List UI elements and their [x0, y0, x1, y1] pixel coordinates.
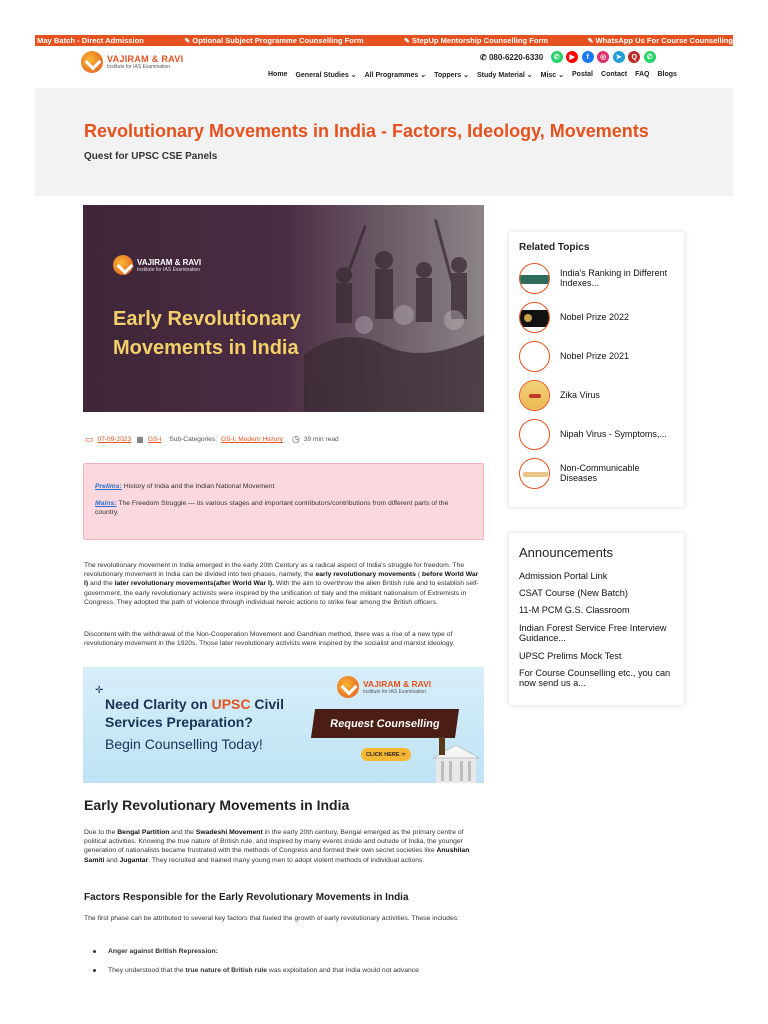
feature-title-line: Movements in India: [113, 337, 299, 359]
site-header: [35, 46, 733, 88]
ticker-item-stepup[interactable]: [404, 35, 588, 46]
topic-thumbnail: [519, 419, 550, 450]
calendar-icon: ▭: [85, 434, 94, 444]
logo-tagline: Institute for IAS Examination: [107, 64, 171, 70]
pencil-icon: ✎: [404, 38, 410, 45]
whatsapp-channel-icon[interactable]: ✆: [644, 51, 656, 63]
syllabus-box: [83, 463, 484, 540]
nav-misc[interactable]: Misc ⌄: [540, 72, 564, 79]
text-bold: Bengal Partition: [117, 829, 170, 836]
fourth-paragraph: The first phase can be attributed to several key factors that fueled the growth of early revolutionary activities. These includes:: [84, 915, 460, 922]
request-counselling-button[interactable]: Request Counselling: [311, 709, 459, 738]
topic-thumbnail: [519, 302, 550, 333]
banner-subline: Begin Counselling Today!: [105, 736, 263, 752]
banner-text: Services Preparation?: [105, 714, 253, 730]
page-subtitle: Quest for UPSC CSE Panels: [84, 151, 218, 162]
click-here-button[interactable]: CLICK HERE ☞: [361, 748, 411, 761]
page-hero: [35, 88, 733, 196]
ticker-item-admission[interactable]: May Batch - Direct Admission: [37, 36, 144, 45]
list-item: [93, 966, 483, 975]
subcategory-label: Sub-Categories:: [169, 436, 218, 443]
announcement-link[interactable]: CSAT Course (New Batch): [519, 588, 628, 598]
related-topic-item[interactable]: [519, 379, 679, 411]
related-topic-label: Nipah Virus - Symptoms,...: [560, 429, 667, 439]
sparkle-icon: ✛: [95, 685, 104, 696]
list-item: [93, 947, 483, 956]
factor-list: [93, 947, 483, 985]
site-logo[interactable]: [81, 51, 183, 73]
intro-paragraph: [84, 561, 484, 607]
main-nav: [268, 71, 685, 79]
quora-icon[interactable]: Q: [628, 51, 640, 63]
timer-icon: ◷: [291, 434, 300, 444]
feature-title: [113, 305, 301, 363]
logo-emblem-icon: [81, 51, 103, 73]
text-run: (: [415, 571, 423, 579]
related-topic-item[interactable]: [519, 340, 679, 372]
ticker-item-optional[interactable]: [184, 35, 404, 46]
related-topics-card: [509, 232, 684, 507]
related-topic-label: Non-Communicable Diseases: [560, 463, 640, 483]
whatsapp-icon[interactable]: ✆: [551, 51, 563, 63]
nav-study-material[interactable]: Study Material ⌄: [476, 72, 533, 79]
text-run: They understood that the: [108, 967, 186, 974]
announcement-ticker: [35, 35, 733, 46]
text-run: in the early 20th century, Bengal emerged as the primary centre of political activities. Knowing the true nature of British rule, and inspired by many events inside and outside of India, the younger generation of nationalists became frustrated with the methods of Congress and formed their own secret societies like: [84, 829, 464, 855]
prelims-text: History of India and the Indian National Movement: [121, 483, 275, 490]
category-link[interactable]: GS-I: [147, 436, 162, 443]
nav-blogs[interactable]: Blogs: [657, 71, 677, 78]
nav-toppers[interactable]: Toppers ⌄: [434, 72, 469, 79]
text-run: . They recruited and trained many young men to adopt violent methods of individual actions.: [148, 856, 425, 864]
ticker-item-label: WhatsApp Us For Course Counselling: [595, 36, 733, 45]
protest-crowd-illustration: [304, 205, 484, 412]
text-run: and the: [88, 580, 115, 588]
topic-thumbnail: [519, 263, 550, 294]
article-meta: [85, 434, 339, 445]
youtube-icon[interactable]: ▶: [566, 51, 578, 63]
text-run: and: [104, 856, 120, 864]
supreme-court-icon: [431, 733, 481, 783]
section-heading: Early Revolutionary Movements in India: [84, 797, 350, 813]
nav-faq[interactable]: FAQ: [635, 71, 650, 78]
feature-image: [83, 205, 484, 412]
facebook-icon[interactable]: f: [582, 51, 594, 63]
related-topic-label: Nobel Prize 2021: [560, 351, 630, 361]
ticker-item-label: Optional Subject Programme Counselling Form: [192, 36, 364, 45]
prelims-line: [95, 482, 472, 491]
mains-line: [95, 499, 472, 517]
related-topic-item[interactable]: [519, 457, 679, 489]
text-bold: before World War I): [84, 571, 479, 588]
instagram-icon[interactable]: ◎: [597, 51, 609, 63]
related-topic-item[interactable]: [519, 262, 679, 294]
text-run: was exploitation and that India would not advance: [267, 967, 419, 974]
topic-thumbnail: [519, 380, 550, 411]
text-bold: Anger against British Repression:: [108, 948, 218, 955]
related-topics-title: Related Topics: [519, 242, 590, 253]
text-bold: Anushilan Samiti: [84, 847, 470, 864]
mains-link[interactable]: Mains:: [95, 500, 117, 507]
category-grid-icon: ▦: [136, 435, 144, 444]
feature-logo-name: VAJIRAM & RAVI: [137, 257, 202, 267]
logo-name: VAJIRAM & RAVI: [107, 54, 184, 64]
text-run: Due to the: [84, 829, 118, 836]
announcement-link[interactable]: For Course Counselling etc., you can now send us a...: [519, 668, 671, 688]
subcategory-link[interactable]: GS-I: Modern History: [221, 436, 283, 443]
nav-postal[interactable]: Postal: [572, 71, 594, 78]
page-title: Revolutionary Movements in India - Factors, Ideology, Movements: [84, 121, 649, 141]
related-topic-item[interactable]: [519, 301, 679, 333]
second-paragraph: Discontent with the withdrawal of the Non-Cooperation Movement and Gandhian method, there was a rise of a new type of revolutionary movement in the 1920s. Those later revolutionary activists were inspired by the socialist and marxist ideology.: [84, 631, 455, 648]
banner-logo: [337, 676, 431, 698]
banner-text-accent: UPSC: [211, 696, 251, 712]
text-bold: later revolutionary movements(after World War I).: [114, 580, 275, 588]
counselling-banner[interactable]: [83, 667, 484, 783]
text-bold: Swadeshi Movement: [195, 829, 263, 836]
banner-logo-name: VAJIRAM & RAVI: [363, 679, 432, 689]
announcements-card: [509, 533, 684, 705]
related-topic-label: Zika Virus: [560, 390, 600, 400]
related-topic-label: India's Ranking in Different Indexes...: [560, 268, 668, 288]
text-run: The revolutionary movement in India emerged in the early 20th Century as a radical aspect of India's struggle for freedom. The revolutionary movement in India can be divided into two phases, namely, the: [84, 562, 465, 579]
announcement-link[interactable]: 11-M PCM G.S. Classroom: [519, 605, 630, 615]
nav-home[interactable]: Home: [268, 71, 288, 78]
phone-number[interactable]: ✆ 080-6220-6330: [480, 52, 544, 62]
text-bold: Jugantar: [119, 856, 149, 864]
third-paragraph: [84, 828, 484, 865]
announcement-link[interactable]: Admission Portal Link: [519, 571, 608, 581]
subsection-heading: Factors Responsible for the Early Revolutionary Movements in India: [84, 892, 409, 903]
text-run: With the aim to overthrow the alien British rule and to establish self-government, the early revolutionary activists were inspired by the unification of Italy and the militant nationalism of Extremists in Congress. They adopted the path of violence through individual heroic actions to strike fear among the British officers.: [84, 580, 479, 606]
ticker-item-label: StepUp Mentorship Counselling Form: [411, 36, 549, 45]
announcement-link[interactable]: UPSC Prelims Mock Test: [519, 651, 622, 661]
banner-text: Need Clarity on: [105, 696, 212, 712]
read-time: 39 min read: [303, 436, 339, 443]
nav-general-studies[interactable]: General Studies ⌄: [295, 72, 357, 79]
topic-thumbnail: [519, 341, 550, 372]
pencil-icon: ✎: [587, 38, 594, 45]
announcements-title: Announcements: [519, 545, 613, 560]
phone-text: 080-6220-6330: [488, 52, 544, 62]
text-bold: early revolutionary movements: [315, 571, 416, 579]
banner-text: Civil: [250, 696, 284, 712]
banner-headline: [105, 695, 284, 731]
ticker-item-whatsapp[interactable]: [588, 35, 733, 46]
logo-emblem-icon: [113, 255, 133, 275]
logo-emblem-icon: [337, 676, 359, 698]
topic-thumbnail: [519, 458, 550, 489]
related-topic-item[interactable]: [519, 418, 679, 450]
text-run: and the: [169, 829, 196, 836]
nav-contact[interactable]: Contact: [601, 71, 628, 78]
mains-text: The Freedom Struggle — its various stages and important contributors/contributions from different parts of the country.: [95, 500, 449, 516]
announcement-link[interactable]: Indian Forest Service Free Interview Guidance...: [519, 623, 667, 643]
publish-date[interactable]: 07-09-2023: [97, 436, 132, 443]
nav-all-programmes[interactable]: All Programmes ⌄: [364, 72, 427, 79]
feature-logo: [113, 255, 201, 275]
telegram-icon[interactable]: ➤: [613, 51, 625, 63]
pencil-icon: ✎: [184, 38, 191, 45]
text-bold: true nature of British rule: [185, 967, 268, 974]
contact-bar: [480, 51, 656, 63]
feature-logo-tagline: Institute for IAS Examination: [137, 266, 201, 273]
feature-title-line: Early Revolutionary: [113, 308, 301, 330]
related-topic-label: Nobel Prize 2022: [560, 312, 630, 322]
prelims-link[interactable]: Prelims:: [95, 483, 122, 490]
banner-logo-tagline: Institute for IAS Examination: [363, 689, 427, 695]
